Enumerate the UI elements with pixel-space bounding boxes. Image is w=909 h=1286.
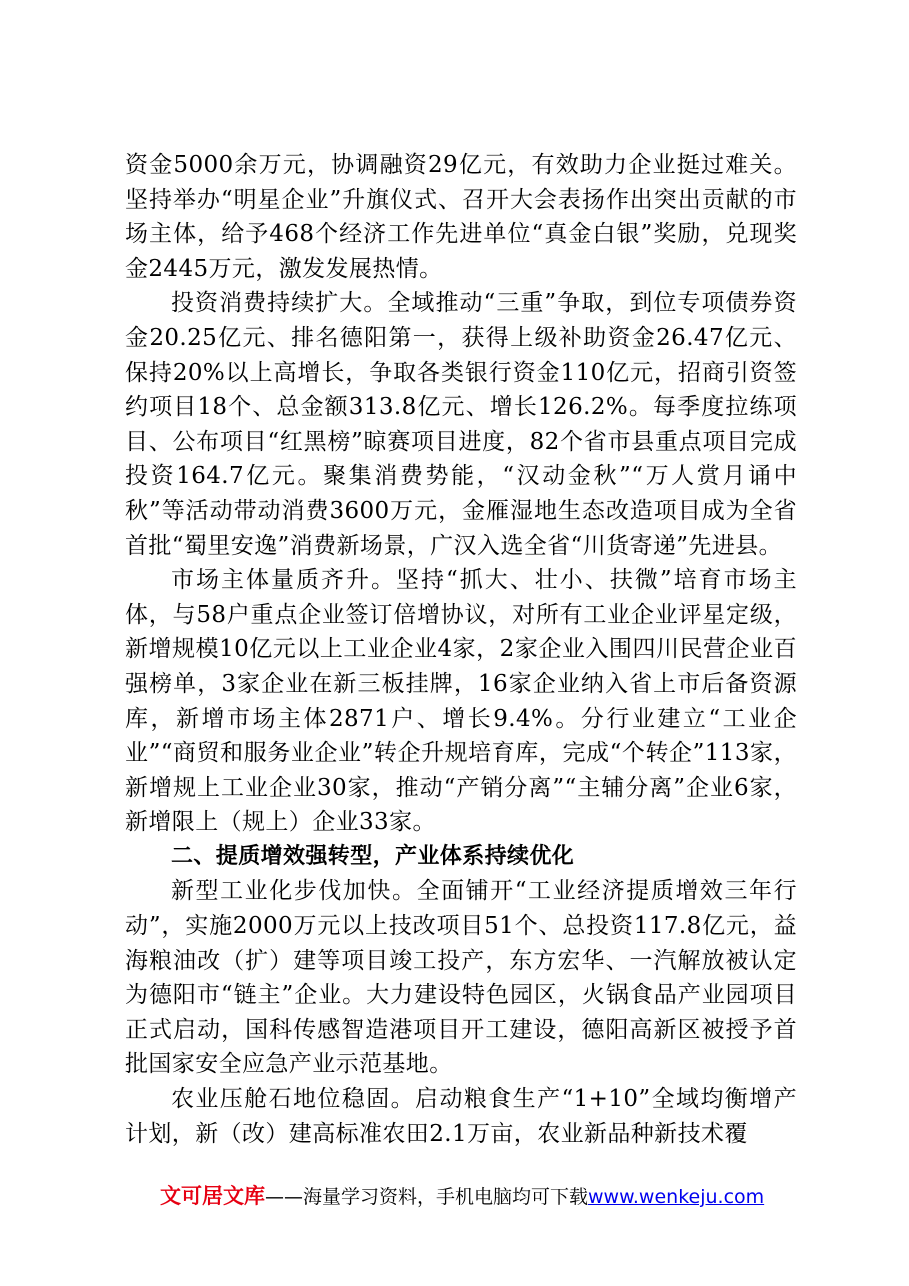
footer-banner bbox=[160, 1183, 780, 1210]
footer-tagline: ——海量学习资料，手机电脑均可下载 bbox=[265, 1186, 589, 1208]
paragraph-market-entities: 市场主体量质齐升。坚持“抓大、壮小、扶微”培育市场主体，与58户重点企业签订倍增协议，对所有工业企业评星定级，新增规模10亿元以上工业企业4家，2家企业入围四川民营企业百强榜单，3家企业在新三板挂牌，16家企业纳入省上市后备资源库，新增市场主体2871户、增长9.4%。分行业建立“工业企业”“商贸和服务业企业”转企升规培育库，完成“个转企”113家，新增规上工业企业30家，推动“产销分离”“主辅分离”企业6家，新增限上（规上）企业33家。 bbox=[125, 567, 797, 836]
paragraph-industrialization: 新型工业化步伐加快。全面铺开“工业经济提质增效三年行动”，实施2000万元以上技改项目51个、总投资117.8亿元，益海粮油改（扩）建等项目竣工投产，东方宏华、一汽解放被认定为德阳市“链主”企业。大力建设特色园区，火锅食品产业园项目正式启动，国科传感智造港项目开工建设，德阳高新区被授予首批国家安全应急产业示范基地。 bbox=[125, 878, 797, 1078]
footer-link[interactable]: www.wenkeju.com bbox=[588, 1186, 765, 1208]
footer-brand: 文可居文库 bbox=[160, 1184, 265, 1208]
paragraph-investment: 投资消费持续扩大。全域推动“三重”争取，到位专项债券资金20.25亿元、排名德阳第一，获得上级补助资金26.47亿元、保持20%以上高增长，争取各类银行资金110亿元，招商引资签约项目18个、总金额313.8亿元、增长126.2%。每季度拉练项目、公布项目“红黑榜”晾赛项目进度，82个省市县重点项目完成投资164.7亿元。聚集消费势能，“汉动金秋”“万人赏月诵中秋”等活动带动消费3600万元，金雁湿地生态改造项目成为全省首批“蜀里安逸”消费新场景，广汉入选全省“川货寄递”先进县。 bbox=[125, 290, 797, 559]
document-body bbox=[125, 148, 797, 1151]
section-heading: 二、提质增效强转型，产业体系持续优化 bbox=[171, 843, 575, 869]
paragraph-continued: 资金5000余万元，协调融资29亿元，有效助力企业挺过难关。坚持举办“明星企业”升旗仪式、召开大会表扬作出突出贡献的市场主体，给予468个经济工作先进单位“真金白银”奖励，兑现奖金2445万元，激发发展热情。 bbox=[125, 152, 797, 282]
paragraph-agriculture: 农业压舱石地位稳固。启动粮食生产“1+10”全域均衡增产计划，新（改）建高标准农田2.1万亩，农业新品种新技术覆 bbox=[125, 1086, 797, 1147]
